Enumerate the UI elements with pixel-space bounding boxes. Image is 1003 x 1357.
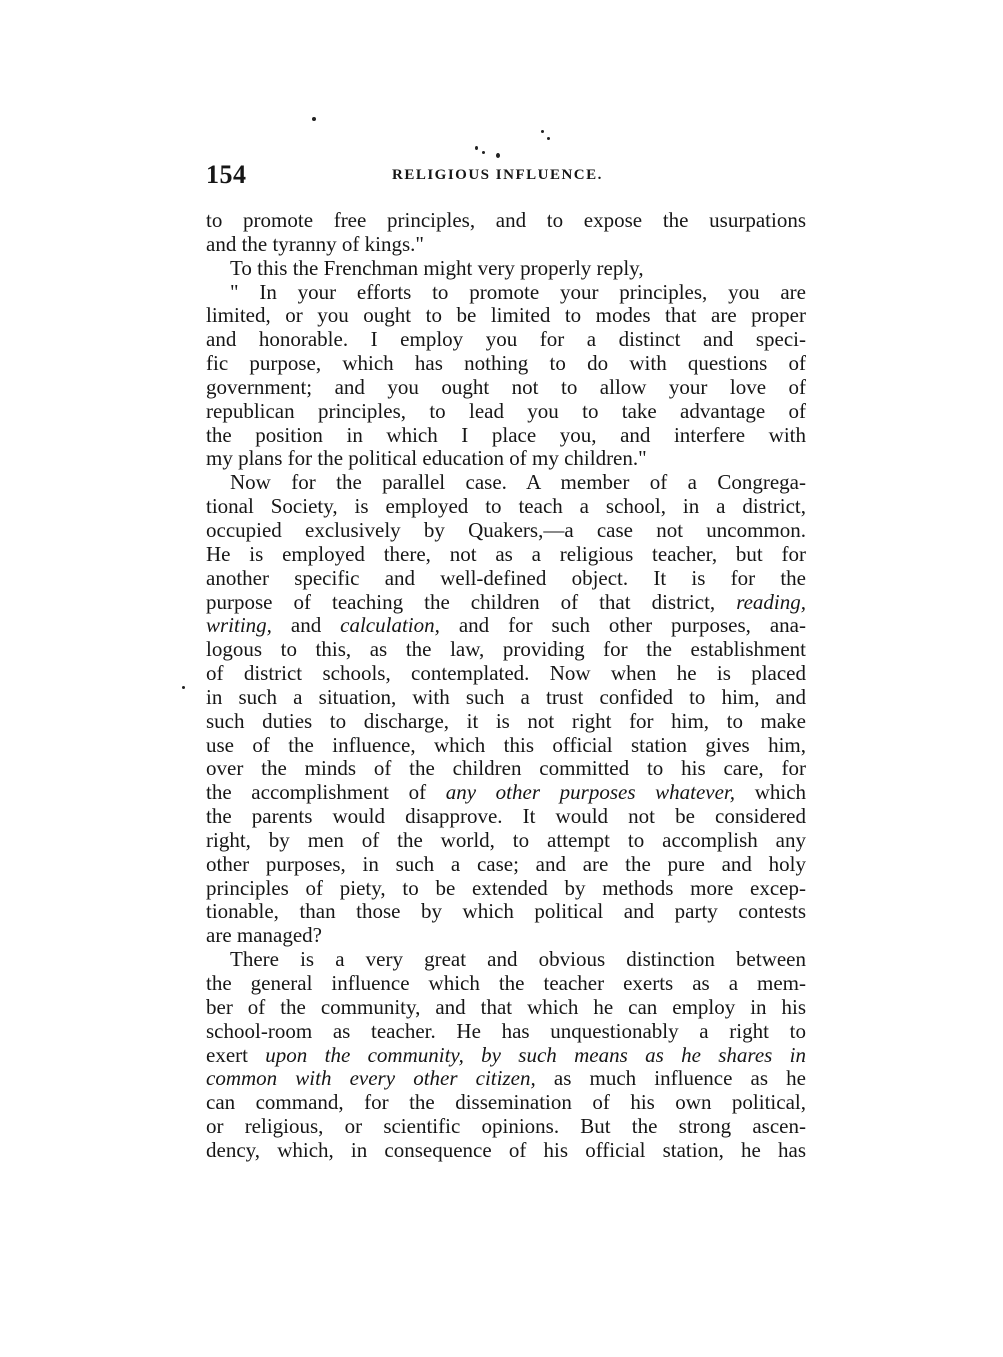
text-line: such duties to discharge, it is not right for him, to make xyxy=(206,709,806,733)
text-run: the accomplishment of xyxy=(206,781,446,805)
print-speck xyxy=(482,151,485,154)
text-line: to promote free principles, and to expose the usurpations xyxy=(206,209,806,232)
text-run: and xyxy=(271,614,341,638)
text-line: He is employed there, not as a religious teacher, but for xyxy=(206,542,806,566)
print-speck xyxy=(496,153,500,158)
text-line: are managed? xyxy=(206,924,323,948)
text-line: ber of the community, and that which he can employ in his xyxy=(206,995,806,1019)
text-line: logous to this, as the law, providing for the establishment xyxy=(206,638,806,662)
text-line: tionable, than those by which political and party contests xyxy=(206,900,806,924)
text-line: can command, for the dissemination of his own political, xyxy=(206,1091,806,1115)
text-line: my plans for the political education of my children." xyxy=(206,447,647,471)
text-line: of district schools, contemplated. Now when he is placed xyxy=(206,662,806,686)
text-line: government; and you ought not to allow your love of xyxy=(206,375,806,399)
text-line: or religious, or scientific opinions. But the strong ascen- xyxy=(206,1115,806,1139)
print-speck xyxy=(547,137,550,140)
italic-phrase: upon the community, by such means as he shares in xyxy=(265,1043,806,1067)
italic-phrase: writing, xyxy=(206,614,272,638)
text-run: and for such other purposes, ana- xyxy=(439,614,806,638)
text-line: and the tyranny of kings." xyxy=(206,232,424,256)
text-line: another specific and well-defined object. It is for the xyxy=(206,566,806,590)
text-line: fic purpose, which has nothing to do with questions of xyxy=(206,352,806,376)
text-line: over the minds of the children committed to his care, for xyxy=(206,757,806,781)
text-line: principles of piety, to be extended by methods more excep- xyxy=(206,876,806,900)
italic-phrase: any other purposes whatever, xyxy=(445,781,736,805)
text-line: right, by men of the world, to attempt to accomplish any xyxy=(206,828,806,852)
text-line: occupied exclusively by Quakers,—a case not uncommon. xyxy=(206,518,806,542)
print-speck xyxy=(541,130,544,133)
print-speck xyxy=(312,117,316,121)
print-speck xyxy=(182,686,185,689)
text-line: tional Society, is employed to teach a school, in a district, xyxy=(206,495,806,519)
text-line: other purposes, in such a case; and are the pure and holy xyxy=(206,852,806,876)
text-line: the general influence which the teacher exerts as a mem- xyxy=(206,972,806,995)
print-speck xyxy=(475,146,478,150)
text-line: " In your efforts to promote your principles, you are xyxy=(230,280,806,304)
text-line xyxy=(206,591,806,615)
text-line: in such a situation, with such a trust confided to him, and xyxy=(206,685,806,709)
text-line xyxy=(206,1067,806,1091)
italic-phrase: reading, xyxy=(736,590,806,614)
text-line: the parents would disapprove. It would not be considered xyxy=(206,805,806,829)
text-line: To this the Frenchman might very properly reply, xyxy=(230,256,644,280)
text-line: dency, which, in consequence of his official station, he has xyxy=(206,1138,806,1162)
text-line: use of the influence, which this official station gives him, xyxy=(206,733,806,757)
body-text xyxy=(206,209,806,1163)
text-line: There is a very great and obvious distinction between xyxy=(230,948,806,972)
running-head: RELIGIOUS INFLUENCE. xyxy=(392,167,603,183)
page-number: 154 xyxy=(206,160,247,189)
text-run: purpose of teaching the children of that district, xyxy=(206,590,737,614)
text-line: limited, or you ought to be limited to modes that are proper xyxy=(206,304,806,328)
page-header xyxy=(206,160,806,194)
text-line: Now for the parallel case. A member of a Congrega- xyxy=(230,471,806,495)
text-run: as much influence as he xyxy=(535,1067,806,1091)
text-run: which xyxy=(735,781,806,805)
text-run: exert xyxy=(206,1043,266,1067)
text-line xyxy=(206,781,806,805)
italic-phrase: common with every other citizen, xyxy=(206,1067,536,1091)
text-line: and honorable. I employ you for a distinct and speci- xyxy=(206,328,806,352)
text-line: republican principles, to lead you to take advantage of xyxy=(206,399,806,423)
text-line xyxy=(206,614,806,638)
text-line: school-room as teacher. He has unquestionably a right to xyxy=(206,1019,806,1043)
italic-phrase: calculation, xyxy=(340,614,440,638)
text-line xyxy=(206,1044,806,1068)
text-line: the position in which I place you, and interfere with xyxy=(206,423,806,447)
